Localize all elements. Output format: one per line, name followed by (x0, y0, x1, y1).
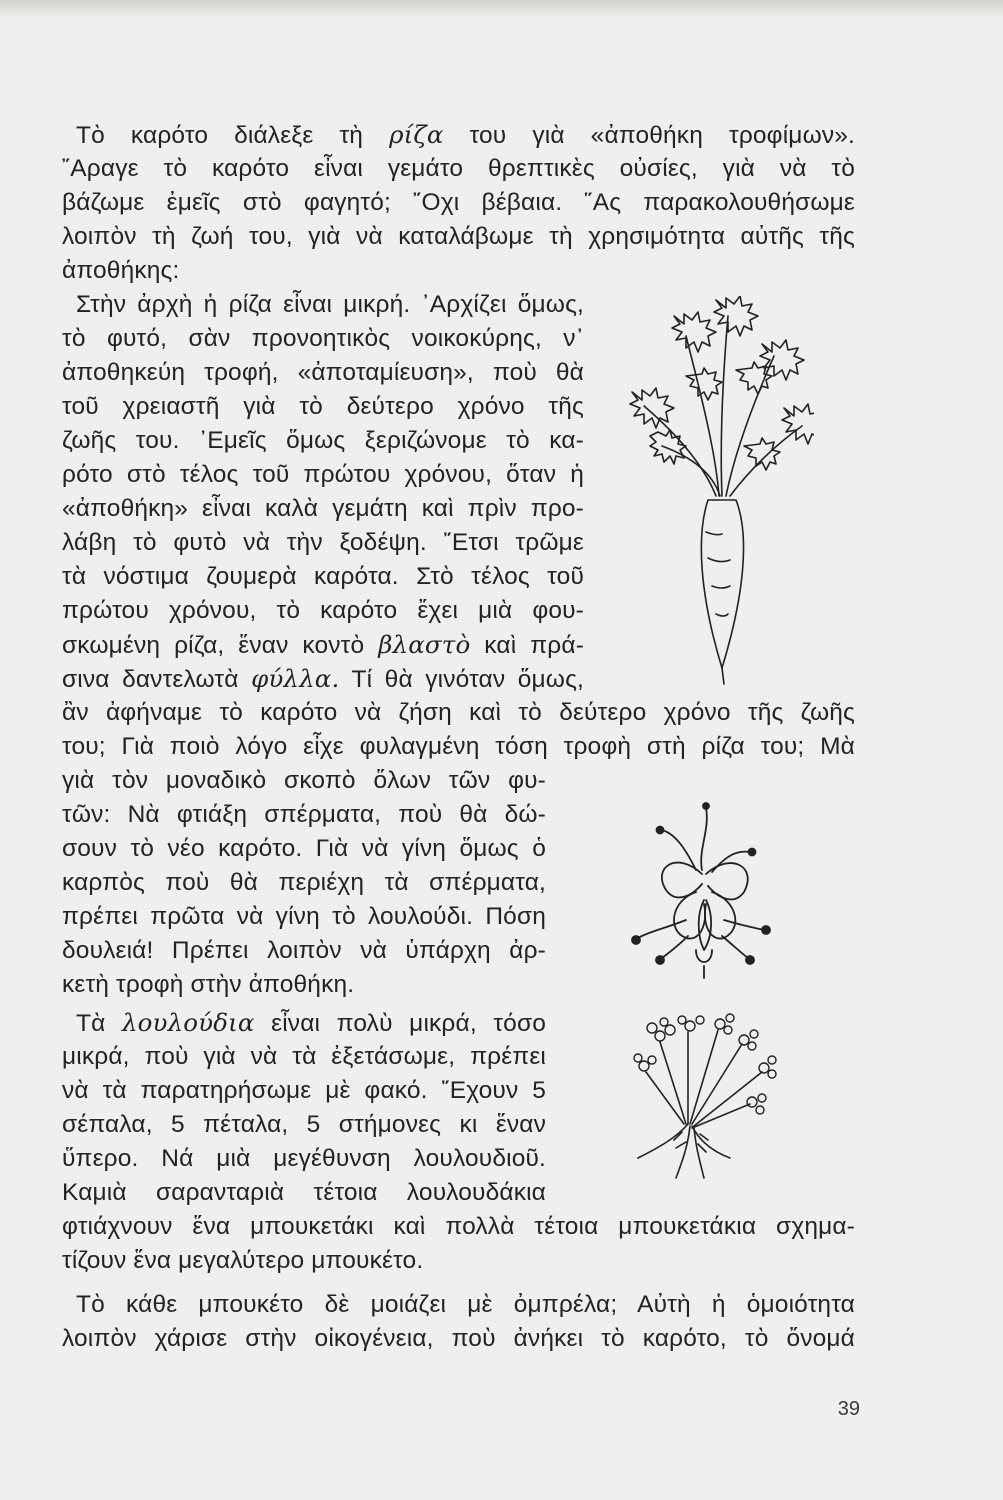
text-line: πρέπει πρῶτα νὰ γίνη τὸ λουλούδι. Πόση (62, 903, 546, 930)
text-line: φτιάχνουν ἕνα μπουκετάκι καὶ πολλὰ τέτοια μπουκετάκια σχημα- (62, 1213, 855, 1240)
text-line: τὸ φυτό, σὰν προνοητικὸς νοικοκύρης, ν᾿ (62, 325, 584, 352)
text-line: ὕπερο. Νά μιὰ μεγέθυνση λουλουδιοῦ. (62, 1145, 546, 1172)
text-line: σέπαλα, 5 πέταλα, 5 στήμονες κι ἕναν (62, 1111, 546, 1138)
scan-top-shadow (0, 0, 1003, 18)
text-line: τίζουν ἕνα μεγαλύτερο μπουκέτο. (62, 1247, 424, 1274)
text-line: σινα δαντελωτὰ φύλλα. Τί θὰ γινόταν ὅμως, (62, 664, 585, 693)
text-line: ἀποθηκεύη τροφή, «ἀποταμίευση», ποὺ θὰ (62, 359, 584, 386)
text-line: Τὰ λουλούδια εἶναι πολὺ μικρά, τόσο (76, 1008, 546, 1037)
text-line: κετὴ τροφὴ στὴν ἀποθήκη. (62, 971, 355, 998)
text-line: Τὸ καρότο διάλεξε τὴ ρίζα του γιὰ «ἀποθήκη τροφίμων». (76, 120, 855, 149)
text-line: τοῦ χρειαστῆ γιὰ τὸ δεύτερο χρόνο τῆς (62, 393, 584, 420)
text-line: νὰ τὰ παρατηρήσωμε μὲ φακό. ῎Εχουν 5 (62, 1077, 546, 1104)
text-line: καρπὸς ποὺ θὰ περιέχη τὰ σπέρματα, (62, 869, 546, 896)
text-line: βάζωμε ἐμεῖς στὸ φαγητό; ῎Οχι βέβαια. ῞Ας παρακολουθήσωμε (62, 189, 855, 216)
text-line: ἂν ἀφήναμε τὸ καρότο νὰ ζήση καὶ τὸ δεύτερο χρόνο τῆς ζωῆς (62, 699, 855, 726)
text-line: μικρά, ποὺ γιὰ νὰ τὰ ἐξετάσωμε, πρέπει (62, 1043, 546, 1070)
carrot-umbel-bouquet-drawing (630, 1012, 780, 1182)
text-line: λοιπὸν χάρισε στὴν οἰκογένεια, ποὺ ἀνήκει τὸ καρότο, τὸ ὄνομά (62, 1325, 855, 1352)
text-line: λοιπὸν τὴ ζωή του, γιὰ νὰ καταλάβωμε τὴ χρησιμότητα αὐτῆς τῆς (62, 223, 855, 250)
carrot-plant-drawing (624, 296, 814, 686)
text-line: του; Γιὰ ποιὸ λόγο εἶχε φυλαγμένη τόση τροφὴ στὴ ρίζα του; Μὰ (62, 733, 855, 760)
text-line: τὰ νόστιμα ζουμερὰ καρότα. Στὸ τέλος τοῦ (62, 563, 584, 590)
text-line: πρώτου χρόνου, τὸ καρότο ἔχει μιὰ φου- (62, 597, 584, 624)
page-number: 39 (837, 1398, 860, 1420)
text-line: ῎Αραγε τὸ καρότο εἶναι γεμάτο θρεπτικὲς οὐσίες, γιὰ νὰ τὸ (62, 155, 855, 182)
text-line: δουλειά! Πρέπει λοιπὸν νὰ ὑπάρχη ἀρ- (62, 937, 546, 964)
text-line: ζωῆς του. ᾿Εμεῖς ὅμως ξεριζώνομε τὸ κα- (62, 427, 584, 454)
text-line: τῶν: Νὰ φτιάξη σπέρματα, ποὺ θὰ δώ- (62, 801, 546, 828)
text-line: σκωμένη ρίζα, ἕναν κοντὸ βλαστὸ καὶ πρά- (62, 630, 584, 659)
text-line: γιὰ τὸν μοναδικὸ σκοπὸ ὅλων τῶν φυ- (62, 767, 546, 794)
text-line: ρότο στὸ τέλος τοῦ πρώτου χρόνου, ὅταν ἡ (62, 461, 584, 488)
text-line: σουν τὸ νέο καρότο. Γιὰ νὰ γίνη ὅμως ὁ (62, 835, 546, 862)
text-line: Καμιὰ σαρανταριὰ τέτοια λουλουδάκια (62, 1179, 546, 1206)
text-line: Στὴν ἀρχὴ ἡ ρίζα εἶναι μικρή. ᾿Αρχίζει ὅμως, (76, 291, 584, 318)
text-line: Τὸ κάθε μπουκέτο δὲ μοιάζει μὲ ὀμπρέλα; Αὐτὴ ἡ ὁμοιότητα (76, 1291, 855, 1318)
text-line: ἀποθήκης: (62, 257, 180, 284)
carrot-flower-magnified-drawing (626, 800, 778, 980)
text-line: λάβη τὸ φυτὸ νὰ τὴν ξοδέψη. ῎Ετσι τρῶμε (62, 529, 584, 556)
text-line: «ἀποθήκη» εἶναι καλὰ γεμάτη καὶ πρὶν προ- (62, 495, 584, 522)
